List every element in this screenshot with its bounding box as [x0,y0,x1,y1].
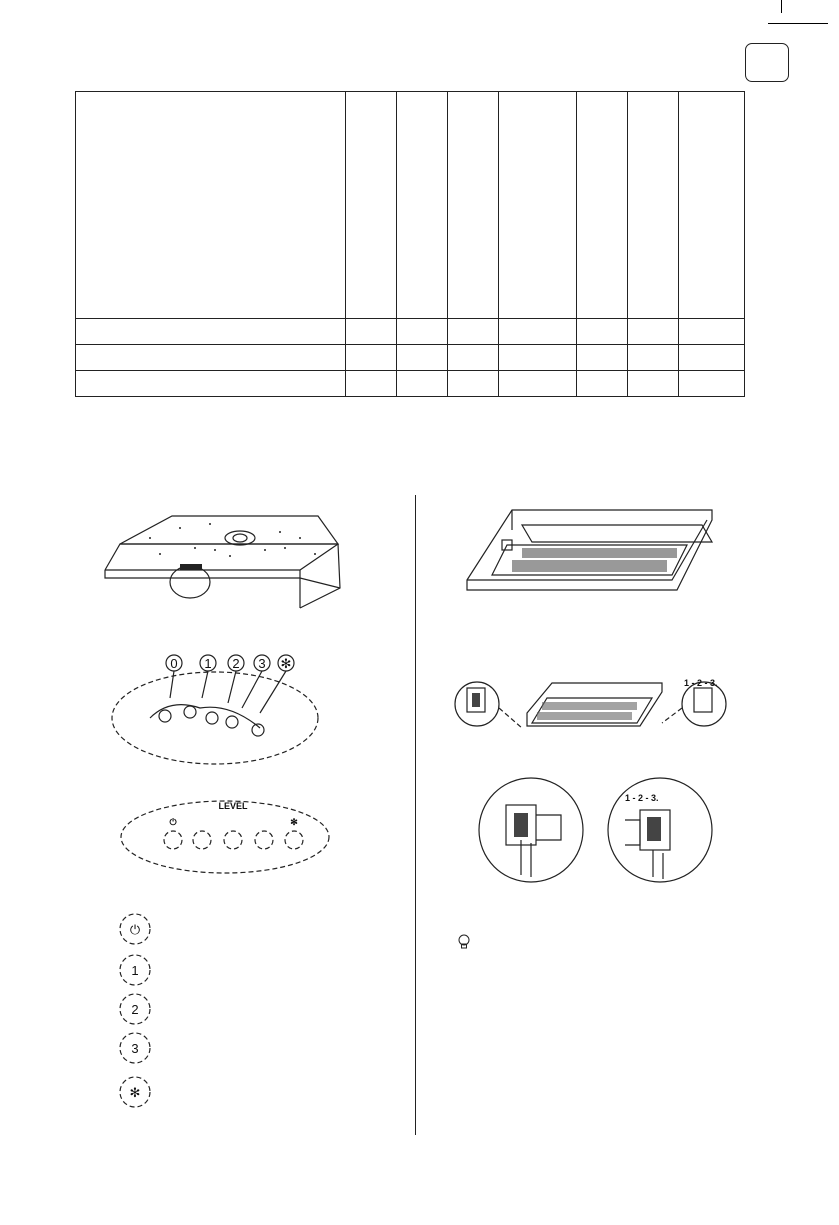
legend-symbol-light: ✻ [129,1085,141,1100]
knob-label-light: ✻ [280,656,292,671]
legend-speed-1-button [118,953,152,987]
table-cell [397,345,448,371]
table-cell [346,345,397,371]
table-cell [679,371,745,397]
table-header-cell [397,92,448,319]
table-row [76,345,745,371]
table-cell [397,319,448,345]
table-header-cell [346,92,397,319]
table-header-cell [448,92,499,319]
table-cell [577,319,628,345]
legend-light-button [118,1075,152,1109]
legend-speed-3-button [118,1031,152,1065]
table-cell [499,345,577,371]
table-cell [346,319,397,345]
knob-label-0: 0 [170,656,178,671]
filter-removal-illustration [452,668,730,746]
filter-latch-closeup-right [605,775,715,885]
table-cell [577,345,628,371]
table-header-cell [679,92,745,319]
lightbulb-icon [458,934,470,950]
table-cell [499,319,577,345]
table-cell [577,371,628,397]
table-cell [448,319,499,345]
table-header-cell [628,92,679,319]
telescopic-hood-illustration [462,500,722,595]
table-cell [397,371,448,397]
spec-table [75,91,745,397]
table-header-cell [76,92,346,319]
step-label-large: 1 - 2 - 3. [625,793,659,803]
level-label: LEVEL [218,801,248,811]
language-tab [745,43,789,82]
table-cell [679,319,745,345]
column-divider [415,495,416,1135]
table-header-row [76,92,745,319]
table-cell [346,371,397,397]
crop-mark-top-vertical [781,0,782,13]
table-header-cell [499,92,577,319]
rotary-control-panel [110,648,325,768]
crop-mark-top-horizontal [768,23,828,24]
table-cell [628,371,679,397]
button-control-panel [118,795,333,875]
knob-label-3: 3 [258,656,266,671]
svg-text:✻: ✻ [290,817,298,827]
legend-symbol-power: ⏻ [129,922,141,937]
filter-latch-closeup-left [476,775,586,885]
table-cell [499,371,577,397]
knob-label-1: 1 [204,656,212,671]
table-row [76,371,745,397]
table-cell [76,319,346,345]
legend-speed-2-button [118,992,152,1026]
table-cell [679,345,745,371]
range-hood-illustration [100,508,350,608]
table-cell [448,345,499,371]
legend-symbol-2: 2 [131,1002,139,1017]
svg-text:⏻: ⏻ [169,817,177,827]
knob-label-2: 2 [232,656,240,671]
legend-power-button [118,912,152,946]
table-cell [628,345,679,371]
table-cell [628,319,679,345]
table-cell [448,371,499,397]
table-header-cell [577,92,628,319]
legend-symbol-3: 3 [131,1041,139,1056]
table-cell [76,345,346,371]
legend-symbol-1: 1 [131,963,139,978]
step-label-small: 1 - 2 - 3. [684,678,718,688]
table-row [76,319,745,345]
table-cell [76,371,346,397]
